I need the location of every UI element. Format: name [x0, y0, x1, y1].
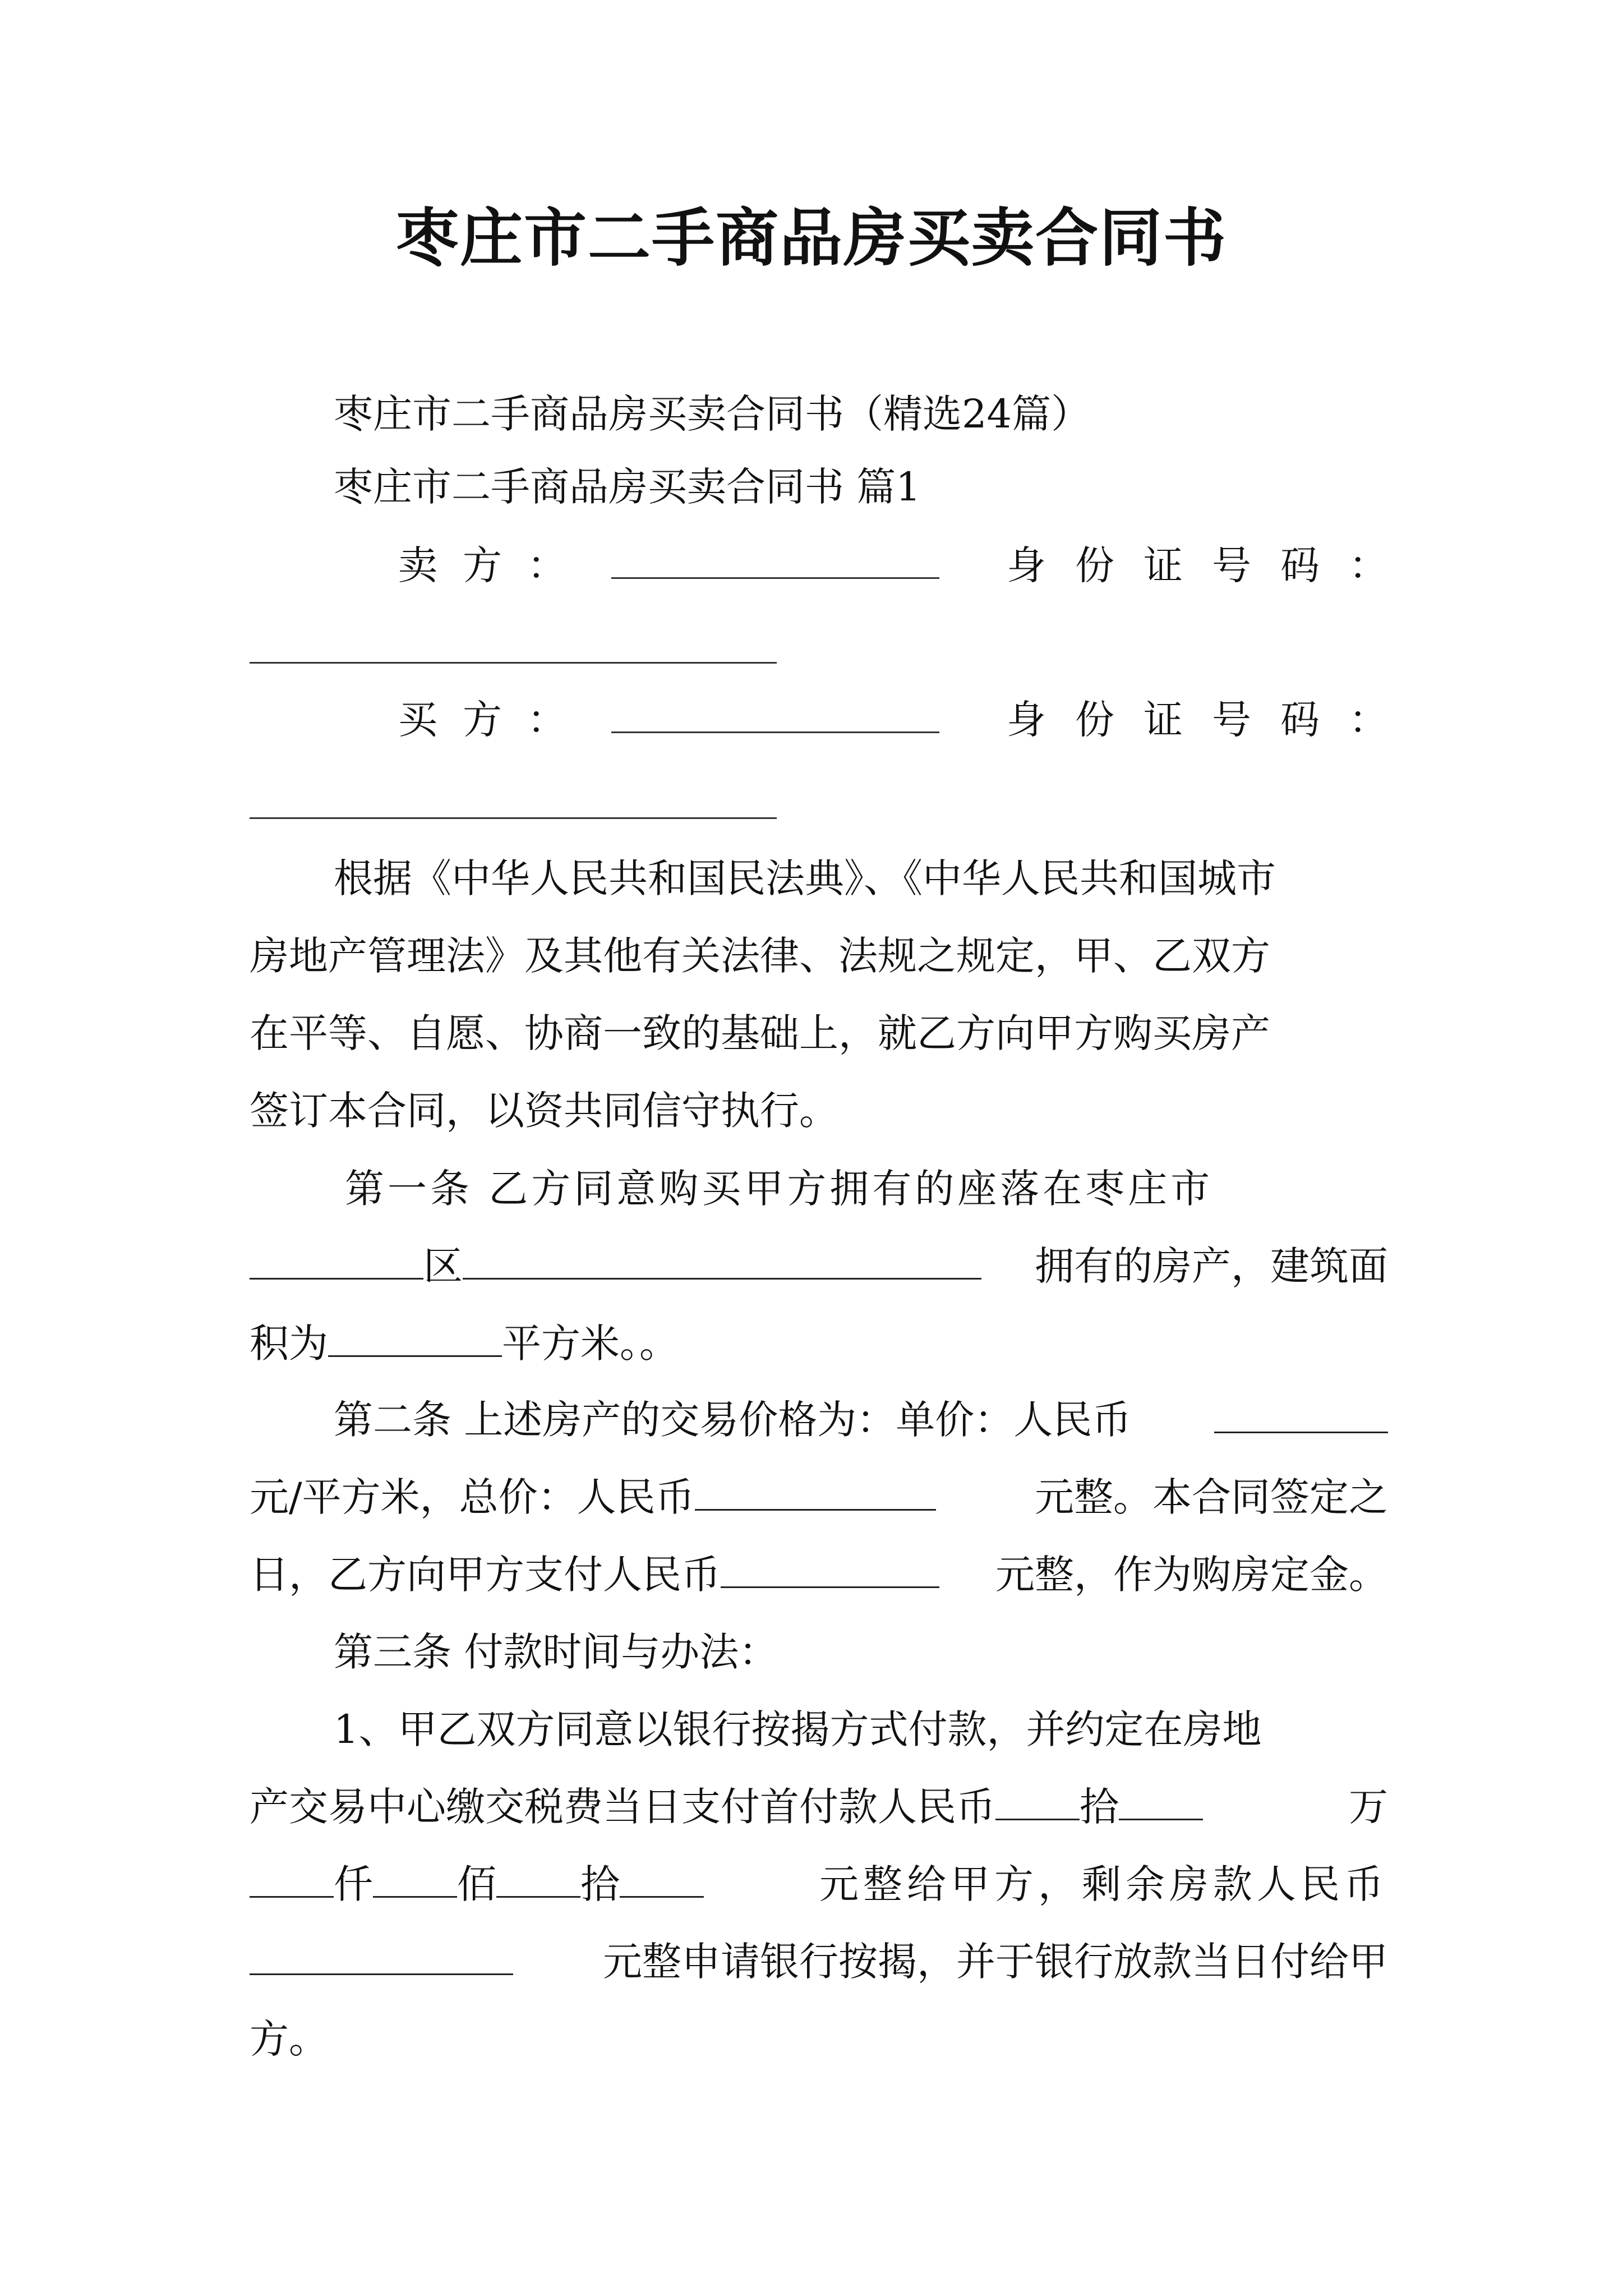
- district-blank[interactable]: [250, 1244, 423, 1280]
- total-price-blank[interactable]: [695, 1475, 936, 1511]
- down-payment-10k-blank[interactable]: [995, 1785, 1080, 1820]
- buyer-id-label-6: ：: [1349, 697, 1388, 743]
- page-title: 枣庄市二手商品房买卖合同书: [396, 201, 1227, 275]
- buyer-id-label-1: 身: [1007, 697, 1046, 743]
- buyer-row: [250, 693, 1388, 747]
- seller-label-1: 卖: [398, 542, 437, 588]
- down-payment-hundred-blank[interactable]: [373, 1862, 457, 1898]
- buyer-label-3: ：: [527, 697, 566, 743]
- seller-label-3: ：: [527, 542, 566, 588]
- seller-name-blank[interactable]: [611, 544, 939, 579]
- address-blank[interactable]: [463, 1244, 981, 1280]
- buyer-label-2: 方: [463, 697, 502, 743]
- down-payment-ten-blank[interactable]: [496, 1862, 580, 1898]
- seller-label-2: 方: [463, 542, 502, 588]
- article-3: 第三条 付款时间与办法： 1、甲乙双方同意以银行按揭方式付款，并约定在房地 产交易中心缴交税费当日支付首付款人民币 拾 万 仟 佰 拾 元整给甲方，剩余房款人民币 元整申请银行按揭，并于银行放款当日付给甲 方。: [250, 1629, 1388, 2062]
- seller-id-label-5: 码: [1280, 542, 1320, 588]
- article-1: 第一条 乙方同意购买甲方拥有的座落在枣庄市 区 拥有的房产，建筑面 积为 平方米。。: [250, 1166, 1388, 1366]
- seller-id-label-4: 号: [1212, 542, 1251, 588]
- seller-id-label-3: 证: [1144, 542, 1183, 588]
- buyer-id-label-2: 份: [1075, 697, 1114, 743]
- buyer-id-label-3: 证: [1144, 697, 1183, 743]
- article-2: 第二条 上述房产的交易价格为：单价：人民币 元/平方米，总价：人民币 元整。本合同签定之 日，乙方向甲方支付人民币 元整，作为购房定金。: [250, 1397, 1388, 1598]
- seller-id-label-6: ：: [1349, 542, 1388, 588]
- buyer-label-1: 买: [398, 697, 437, 743]
- seller-id-blank[interactable]: [250, 662, 777, 664]
- down-payment-unit-blank[interactable]: [620, 1862, 704, 1898]
- seller-row: [250, 539, 1388, 592]
- buyer-name-blank[interactable]: [611, 698, 939, 733]
- down-payment-ten-thousand-blank[interactable]: [1119, 1785, 1203, 1820]
- document-subtitle: 枣庄市二手商品房买卖合同书（精选24篇）: [334, 391, 1091, 437]
- unit-price-blank[interactable]: [1214, 1398, 1388, 1433]
- intro-paragraph: 根据《中华人民共和国民法典》、《中华人民共和国城市 房地产管理法》及其他有关法律、法规之规定，甲、乙双方 在平等、自愿、协商一致的基础上，就乙方向甲方购买房产 签订本合同，以资共同信守执行。: [250, 855, 1276, 1134]
- down-payment-thousand-lead-blank[interactable]: [250, 1862, 334, 1898]
- buyer-id-label-4: 号: [1212, 697, 1251, 743]
- seller-id-label-2: 份: [1075, 542, 1114, 588]
- buyer-id-blank[interactable]: [250, 817, 777, 819]
- deposit-blank[interactable]: [721, 1553, 939, 1588]
- chapter-heading: 枣庄市二手商品房买卖合同书 篇1: [334, 464, 921, 510]
- remaining-balance-blank[interactable]: [250, 1940, 513, 1975]
- area-blank[interactable]: [328, 1322, 502, 1357]
- buyer-id-label-5: 码: [1280, 697, 1320, 743]
- seller-id-label-1: 身: [1007, 542, 1046, 588]
